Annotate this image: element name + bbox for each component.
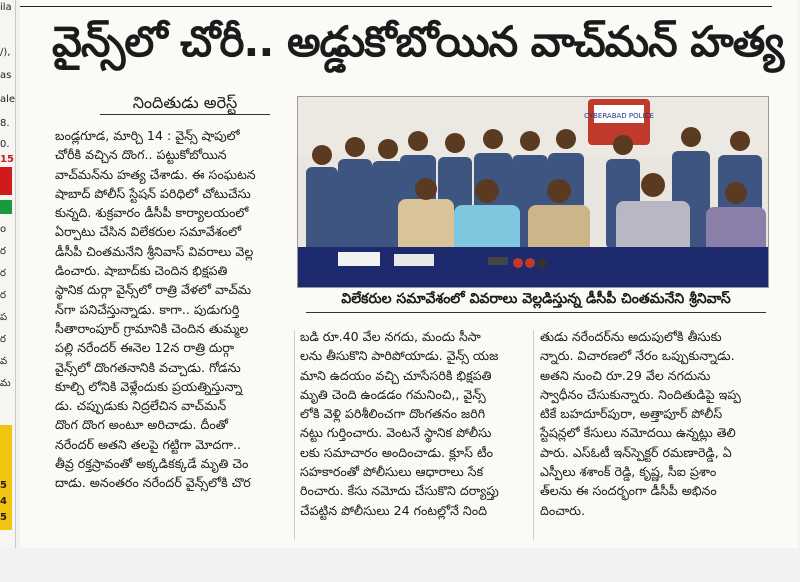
article-line: అతని నుంచి రూ.29 వేల నగదును [540, 367, 711, 383]
article-line: కున్నది. శుక్రవారం డీసీపీ కార్యాలయంలో [55, 205, 249, 221]
article-line: బడి రూ.40 వేల నగదు, మందు సీసా [300, 329, 481, 344]
prev-text: మ [0, 378, 11, 389]
article-line: నట్టు గుర్తించారు. వెంటనే స్థానిక పోలీసు [300, 425, 492, 441]
article-line: తీవ్ర రక్తస్రావంతో అక్కడికక్కడే మృతి చెం [55, 456, 249, 472]
prev-text: ర [0, 268, 6, 279]
article-line: ఏర్పాటు చేసిన విలేకరుల సమావేశంలో [55, 224, 242, 240]
prev-text: ప [0, 312, 8, 323]
prev-article-fragment: /), [0, 47, 11, 58]
article-line: కూల్చి లోనికి వెళ్లేందుకు ప్రయత్నిస్తున్నా [55, 378, 243, 394]
article-line: నరేందర్ అతని తలపై గట్టిగా మోదగా.. [55, 436, 241, 452]
article-line: సీతారాంపూర్ గ్రామానికి చెందిన తుమ్మల [55, 320, 249, 336]
prev-text: ర [0, 290, 6, 301]
article-line: పల్లి నరేందర్ ఈనెల 12న రాత్రి దుర్గా [55, 340, 235, 356]
prev-article-fragment: ale [0, 94, 16, 105]
press-meet-photo-illustration [298, 97, 768, 287]
article-line: రించారు. కేసు నమోదు చేసుకొని దర్యాప్తు [300, 483, 499, 499]
column-divider [294, 330, 295, 540]
article-line: వైన్స్‌లో దొంగతనానికి వచ్చాడు. గోడను [55, 359, 241, 375]
article-line: మాని ఉదయం వచ్చి చూసేసరికి భిక్షపతి [300, 367, 492, 383]
prev-article-fragment: ila [0, 2, 12, 13]
article-line: డీసీపీ చింతమనేని శ్రీనివాస్ వివరాలు వెల్ల [55, 243, 254, 259]
top-rule [20, 6, 772, 7]
article-column-2 [300, 327, 526, 520]
prev-text: ర [0, 334, 6, 345]
article-line: స్థానిక దుర్గా వైన్స్‌లో రాత్రి వేళలో వాచ్‌మ [55, 282, 252, 298]
article-line: దించారు. [540, 502, 585, 518]
article-line: త్‌లను ఈ సందర్భంగా డీసీపీ అభినం [540, 483, 717, 499]
article-line: ఎస్పీలు శశాంక్ రెడ్డి, కృష్ణ, సీఐ ప్రశాం [540, 464, 717, 480]
police-banner-text: CYBERABAD POLICE [584, 112, 654, 120]
prev-text: ర [0, 246, 6, 257]
prev-article-fragment: 15 [0, 154, 14, 165]
article-line: స్టేషన్లలో కేసులు నమోదయి ఉన్నట్లు తెలి [540, 425, 736, 441]
prev-bottom-digit: 5 [0, 480, 7, 491]
article-line: పారు. ఎస్ఓటీ ఇన్‌స్పెక్టర్ రమణారెడ్డి, ఏ [540, 444, 732, 460]
prev-bottom-digit: 4 [0, 496, 7, 507]
prev-article-fragment: 8. [0, 118, 10, 129]
article-line: న్‌గా పనిచేస్తున్నాడు. కాగా.. పుడుగుర్తి [55, 301, 240, 317]
article-line: లకు సమాచారం అందించాడు. క్లూస్ టీం [300, 444, 494, 460]
article-column-1 [55, 126, 287, 493]
article-line: దొంగ దొంగ అంటూ అరిచాడు. దీంతో [55, 417, 229, 433]
prev-bottom-digit: 5 [0, 512, 7, 523]
article-headline: వైన్స్‌లో చోరీ.. అడ్డుకోబోయిన వాచ్‌మన్ హత్య [52, 17, 784, 66]
article-subhead: నిందితుడు అరెస్ట్ [100, 92, 270, 115]
prev-article-fragment: 0. [0, 139, 10, 150]
press-meet-photo [297, 96, 769, 288]
article-line: షాబాద్ పోలీస్ స్టేషన్ పరిధిలో చోటుచేసు [55, 185, 251, 201]
prev-text: o [0, 224, 7, 235]
article-line: డు. చప్పుడుకు నిద్రలేచిన వాచ్‌మన్ [55, 398, 227, 414]
page-bottom-margin [0, 548, 800, 582]
article-line: వాచ్‌మన్‌ను హత్య చేశాడు. ఈ సంఘటన [55, 166, 256, 182]
article-line: చేపట్టిన పోలీసులు 24 గంటల్లోనే నింది [300, 502, 488, 518]
red-bar-decoration [0, 167, 12, 195]
article-line: మృతి చెంది ఉండడం గమనించి,, వైన్స్ [300, 386, 486, 402]
article-line: సహకారంతో పోలీసులు ఆధారాలు సేక [300, 464, 484, 480]
photo-caption: విలేకరుల సమావేశంలో వివరాలు వెల్లడిస్తున్న డీసీపీ చింతమనేని శ్రీనివాస్ [306, 289, 766, 313]
article-line: చోరీకి వచ్చిన దొంగ.. పట్టుకోబోయిన [55, 147, 227, 163]
article-line: డించారు. షాబాద్‌కు చెందిన భిక్షపతి [55, 263, 228, 279]
article-line: న్నారు. విచారణలో నేరం ఒప్పుకున్నాడు. [540, 348, 735, 364]
prev-text: వ [0, 356, 8, 367]
article-line: లోకి వెళ్లి పరిశీలించగా దొంగతనం జరిగి [300, 406, 486, 422]
article-line: బండ్లగూడ, మార్చి 14 : వైన్స్ షాపులో [55, 128, 240, 143]
prev-article-fragment: as [0, 70, 12, 81]
article-column-3 [540, 327, 768, 520]
article-line: దాడు. అనంతరం నరేందర్ వైన్స్‌లోకి చొర [55, 475, 251, 491]
article-line: తుడు నరేందర్‌ను అదుపులోకి తీసుకు [540, 329, 722, 344]
article-line: లను తీసుకొని పారిపోయాడు. వైన్స్ యజ [300, 348, 499, 364]
article-line: స్వాధీనం చేసుకున్నారు. నిందితుడిపై ఇప్ప [540, 386, 741, 402]
green-bar-decoration [0, 200, 12, 214]
article-line: టికే బహదూర్‌పురా, అత్తాపూర్ పోలీస్ [540, 406, 723, 422]
previous-article-strip [0, 0, 16, 548]
column-divider [533, 330, 534, 540]
